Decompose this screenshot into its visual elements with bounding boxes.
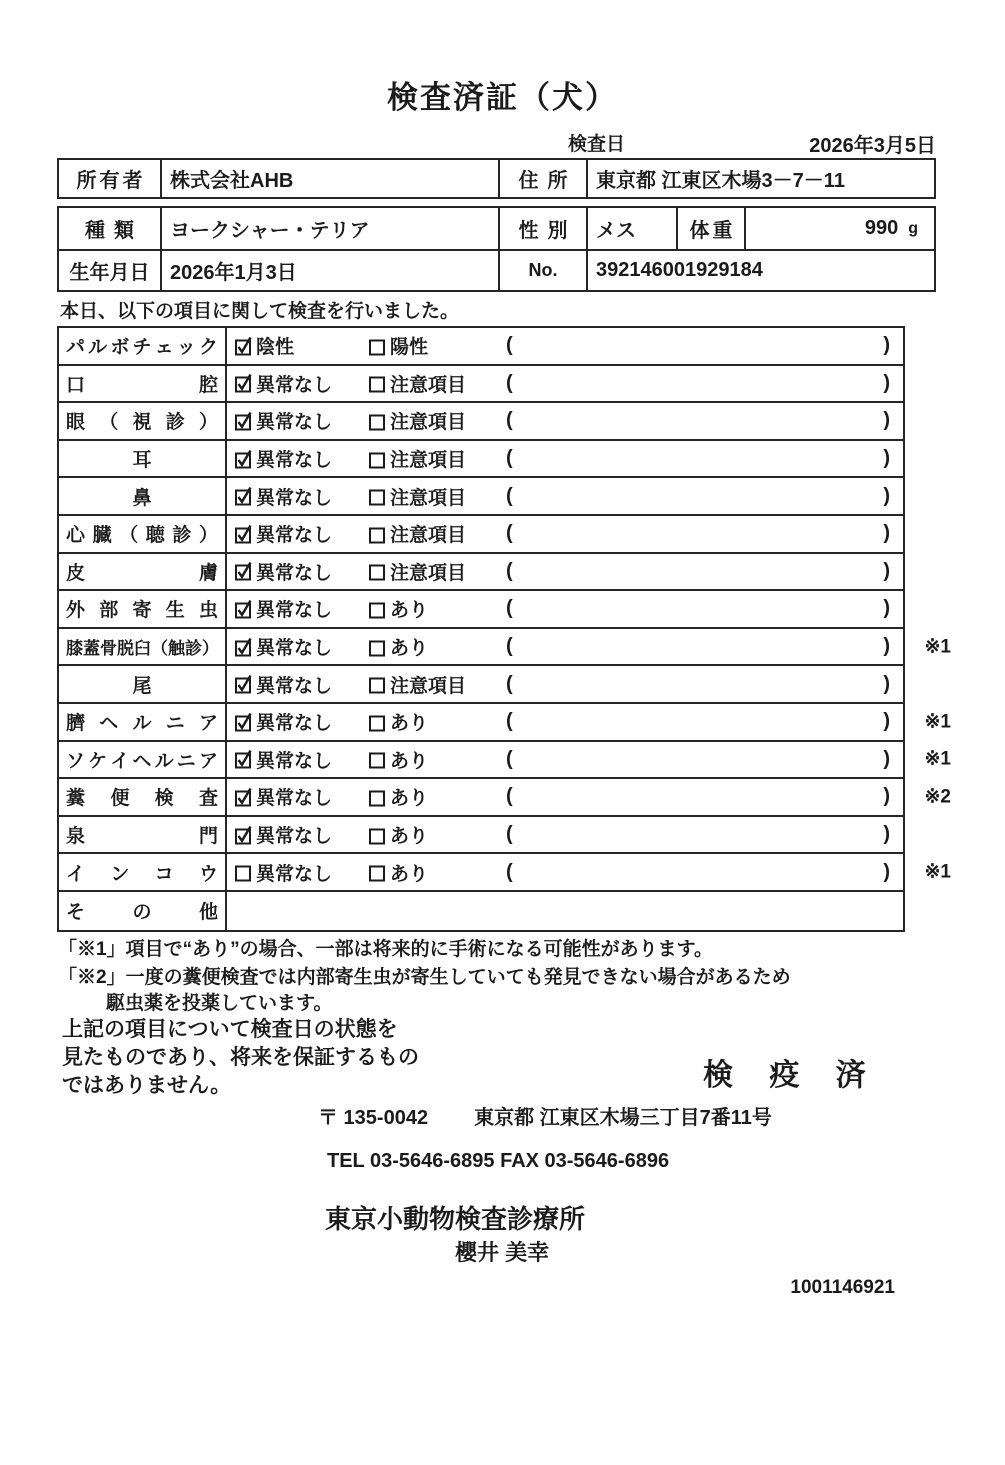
unchecked-option <box>234 859 368 886</box>
item-name: 口 腔 <box>59 366 227 402</box>
checked-option <box>234 821 368 848</box>
quarantine-stamp: 検 疫 済 <box>703 1059 880 1092</box>
checkbox-checked-icon <box>234 712 254 732</box>
item-result-cell <box>227 516 903 552</box>
clinic-postal-line <box>318 1101 772 1130</box>
option-label: 異常なし <box>256 374 333 396</box>
reference-mark: ※1 <box>924 636 951 658</box>
inspection-date-value: 2026年3月5日 <box>809 135 936 157</box>
option-label: 異常なし <box>256 675 333 697</box>
item-result-cell <box>227 403 903 439</box>
unchecked-option <box>368 520 506 547</box>
checked-option <box>234 483 368 510</box>
remarks-parentheses: ( ) <box>506 747 890 770</box>
address-label: 住所 <box>498 160 588 197</box>
checkbox-unchecked-icon <box>368 524 388 544</box>
weight-label: 体重 <box>678 208 746 249</box>
item-result-cell <box>227 591 903 627</box>
checked-option <box>234 407 368 434</box>
item-result-cell <box>227 441 903 477</box>
checkbox-unchecked-icon <box>368 599 388 619</box>
unchecked-option <box>368 671 506 698</box>
option-label: 異常なし <box>256 750 333 772</box>
unchecked-option <box>368 859 506 886</box>
option-label: 陽性 <box>390 337 429 359</box>
item-name: 糞 便 検 査 <box>59 779 227 815</box>
checkbox-checked-icon <box>234 599 254 619</box>
item-name: 耳 <box>59 441 227 477</box>
inspection-date-row <box>57 129 936 155</box>
inspection-row <box>59 817 903 855</box>
unchecked-option <box>368 558 506 585</box>
unchecked-option <box>368 633 506 660</box>
checkbox-unchecked-icon <box>368 561 388 581</box>
inspection-row <box>59 403 903 441</box>
remarks-parentheses: ( ) <box>506 522 890 545</box>
checkbox-unchecked-icon <box>368 637 388 657</box>
item-name: 皮 膚 <box>59 554 227 590</box>
checkbox-checked-icon <box>234 524 254 544</box>
option-label: 異常なし <box>256 788 333 810</box>
checked-option <box>234 520 368 547</box>
intro-text: 本日、以下の項目に関して検査を行いました。 <box>60 301 460 322</box>
weight-value: 990 g <box>864 217 918 239</box>
clinic-tel-fax: TEL 03-5646-6895 FAX 03-5646-6896 <box>327 1150 670 1172</box>
disclaimer-text <box>62 1016 419 1100</box>
option-label: 注意項目 <box>390 487 467 509</box>
checkbox-checked-icon <box>234 336 254 356</box>
option-label: あり <box>390 600 429 622</box>
unchecked-option <box>368 746 506 773</box>
checkbox-unchecked-icon <box>368 862 388 882</box>
checkbox-checked-icon <box>234 674 254 694</box>
checkbox-unchecked-icon <box>368 486 388 506</box>
document-title: 検査済証（犬） <box>387 80 618 115</box>
reference-mark: ※1 <box>924 748 951 770</box>
inspection-row <box>59 554 903 592</box>
item-result-cell <box>227 554 903 590</box>
option-label: あり <box>390 826 429 848</box>
inspection-date-label: 検査日 <box>568 134 626 155</box>
remarks-parentheses: ( ) <box>506 823 890 846</box>
disclaimer-line-1: 上記の項目について検査日の状態を <box>62 1018 398 1041</box>
option-label: あり <box>390 750 429 772</box>
option-label: 異常なし <box>256 562 333 584</box>
item-result-cell <box>227 629 903 665</box>
veterinarian-name: 櫻井 美幸 <box>455 1240 550 1265</box>
inspection-row <box>59 666 903 704</box>
option-label: 注意項目 <box>390 562 467 584</box>
reference-mark: ※2 <box>924 786 951 808</box>
checkbox-checked-icon <box>234 749 254 769</box>
remarks-parentheses: ( ) <box>506 785 890 808</box>
checkbox-unchecked-icon <box>368 825 388 845</box>
option-label: 注意項目 <box>390 525 467 547</box>
inspection-row <box>59 516 903 554</box>
item-result-cell <box>227 328 903 364</box>
item-name: 泉 門 <box>59 817 227 853</box>
sex-value: メス <box>588 208 678 249</box>
checkbox-unchecked-icon <box>368 336 388 356</box>
unchecked-option <box>368 407 506 434</box>
inspection-row <box>59 478 903 516</box>
remarks-parentheses: ( ) <box>506 447 890 470</box>
address-value: 東京都 江東区木場3－7－11 <box>596 170 845 192</box>
unchecked-option <box>368 332 506 359</box>
inspection-row <box>59 892 903 930</box>
remarks-parentheses: ( ) <box>506 371 890 394</box>
remarks-parentheses: ( ) <box>506 559 890 582</box>
checked-option <box>234 783 368 810</box>
checkbox-unchecked-icon <box>368 373 388 393</box>
inspection-row <box>59 366 903 404</box>
item-name: そ の 他 <box>59 892 227 930</box>
owner-value: 株式会社AHB <box>170 170 294 192</box>
item-result-cell <box>227 742 903 778</box>
inspection-row <box>59 441 903 479</box>
remarks-parentheses: ( ) <box>506 860 890 883</box>
footnote-1: 「※1」項目で“あり”の場合、一部は将来的に手術になる可能性があります。 <box>58 939 714 960</box>
item-result-cell <box>227 704 903 740</box>
inspection-row <box>59 328 903 366</box>
unchecked-option <box>368 370 506 397</box>
item-name: 膝 蓋 骨 脱 臼 （ 触 診 ） <box>59 629 227 665</box>
remarks-parentheses: ( ) <box>506 334 890 357</box>
breed-value: ヨークシャー・テリア <box>170 220 370 242</box>
option-label: あり <box>390 713 429 735</box>
checkbox-checked-icon <box>234 561 254 581</box>
option-label: 異常なし <box>256 826 333 848</box>
checked-option <box>234 671 368 698</box>
checkbox-checked-icon <box>234 637 254 657</box>
option-label: 異常なし <box>256 863 333 885</box>
checkbox-unchecked-icon <box>368 787 388 807</box>
checked-option <box>234 332 368 359</box>
item-name: 心 臓 （ 聴 診 ） <box>59 516 227 552</box>
unchecked-option <box>368 483 506 510</box>
option-label: 注意項目 <box>390 412 467 434</box>
option-label: 異常なし <box>256 412 333 434</box>
unchecked-option <box>368 708 506 735</box>
item-name: パ ル ボ チ ェ ッ ク <box>59 328 227 364</box>
footnote-2-continued: 駆虫薬を投薬しています。 <box>106 993 333 1014</box>
option-label: 異常なし <box>256 638 333 660</box>
checkbox-checked-icon <box>234 825 254 845</box>
pet-table <box>57 206 936 292</box>
option-label: 異常なし <box>256 600 333 622</box>
item-result-cell <box>227 666 903 702</box>
unchecked-option <box>368 595 506 622</box>
remarks-parentheses: ( ) <box>506 635 890 658</box>
clinic-name: 東京小動物検査診療所 <box>325 1204 586 1234</box>
item-name: 尾 <box>59 666 227 702</box>
option-label: 異常なし <box>256 450 333 472</box>
reference-mark: ※1 <box>924 711 951 733</box>
inspection-row <box>59 854 951 892</box>
option-label: あり <box>390 638 429 660</box>
item-result-cell <box>227 366 903 402</box>
checkbox-checked-icon <box>234 373 254 393</box>
checked-option <box>234 370 368 397</box>
option-label: 注意項目 <box>390 374 467 396</box>
option-label: あり <box>390 788 429 810</box>
no-value: 392146001929184 <box>588 249 934 290</box>
sex-label: 性別 <box>498 208 588 249</box>
item-name: イ ン コ ウ <box>59 854 227 890</box>
birthdate-value: 2026年1月3日 <box>162 249 498 290</box>
item-name: 眼 （ 視 診 ） <box>59 403 227 439</box>
reference-mark: ※1 <box>924 861 951 883</box>
postal-code: 〒 135-0042 <box>318 1107 429 1129</box>
weight-unit: g <box>908 219 918 237</box>
checkbox-checked-icon <box>234 411 254 431</box>
inspection-row <box>59 779 951 817</box>
option-label: 注意項目 <box>390 450 467 472</box>
checkbox-checked-icon <box>234 486 254 506</box>
checkbox-checked-icon <box>234 787 254 807</box>
inspection-row <box>59 629 951 667</box>
owner-label: 所有者 <box>59 160 162 197</box>
checkbox-unchecked-icon <box>368 712 388 732</box>
serial-number: 1001146921 <box>790 1277 895 1298</box>
option-label: 異常なし <box>256 713 333 735</box>
item-name: 外 部 寄 生 虫 <box>59 591 227 627</box>
owner-table <box>57 158 936 199</box>
checked-option <box>234 708 368 735</box>
breed-label: 種類 <box>59 208 162 249</box>
item-result-cell <box>227 779 903 815</box>
checkbox-checked-icon <box>234 449 254 469</box>
checked-option <box>234 445 368 472</box>
checked-option <box>234 558 368 585</box>
disclaimer-line-3: ではありません。 <box>62 1074 232 1097</box>
remarks-parentheses: ( ) <box>506 597 890 620</box>
option-label: 異常なし <box>256 487 333 509</box>
unchecked-option <box>368 783 506 810</box>
item-result-cell <box>227 892 903 930</box>
checkbox-unchecked-icon <box>368 411 388 431</box>
remarks-parentheses: ( ) <box>506 672 890 695</box>
item-name: ソ ケ イ ヘ ル ニ ア <box>59 742 227 778</box>
option-label: 異常なし <box>256 525 333 547</box>
remarks-parentheses: ( ) <box>506 710 890 733</box>
item-result-cell <box>227 854 903 890</box>
inspection-row <box>59 591 903 629</box>
option-label: 陰性 <box>256 337 295 359</box>
birthdate-label: 生年月日 <box>59 249 162 290</box>
option-label: 注意項目 <box>390 675 467 697</box>
checkbox-unchecked-icon <box>368 749 388 769</box>
item-result-cell <box>227 817 903 853</box>
inspection-row <box>59 704 951 742</box>
checked-option <box>234 746 368 773</box>
inspection-row <box>59 742 951 780</box>
item-name: 鼻 <box>59 478 227 514</box>
item-result-cell <box>227 478 903 514</box>
checkbox-unchecked-icon <box>368 449 388 469</box>
disclaimer-line-2: 見たものであり、将来を保証するもの <box>62 1046 419 1069</box>
remarks-parentheses: ( ) <box>506 484 890 507</box>
checkbox-unchecked-icon <box>368 674 388 694</box>
checked-option <box>234 595 368 622</box>
no-label: No. <box>498 249 588 290</box>
unchecked-option <box>368 821 506 848</box>
footnote-2: 「※2」一度の糞便検査では内部寄生虫が寄生していても発見できない場合があるため <box>58 967 791 988</box>
unchecked-option <box>368 445 506 472</box>
clinic-address: 東京都 江東区木場三丁目7番11号 <box>474 1107 772 1129</box>
checked-option <box>234 633 368 660</box>
option-label: あり <box>390 863 429 885</box>
checkbox-unchecked-icon <box>234 862 254 882</box>
inspection-table <box>57 326 951 932</box>
remarks-parentheses: ( ) <box>506 409 890 432</box>
item-name: 臍 ヘ ル ニ ア <box>59 704 227 740</box>
